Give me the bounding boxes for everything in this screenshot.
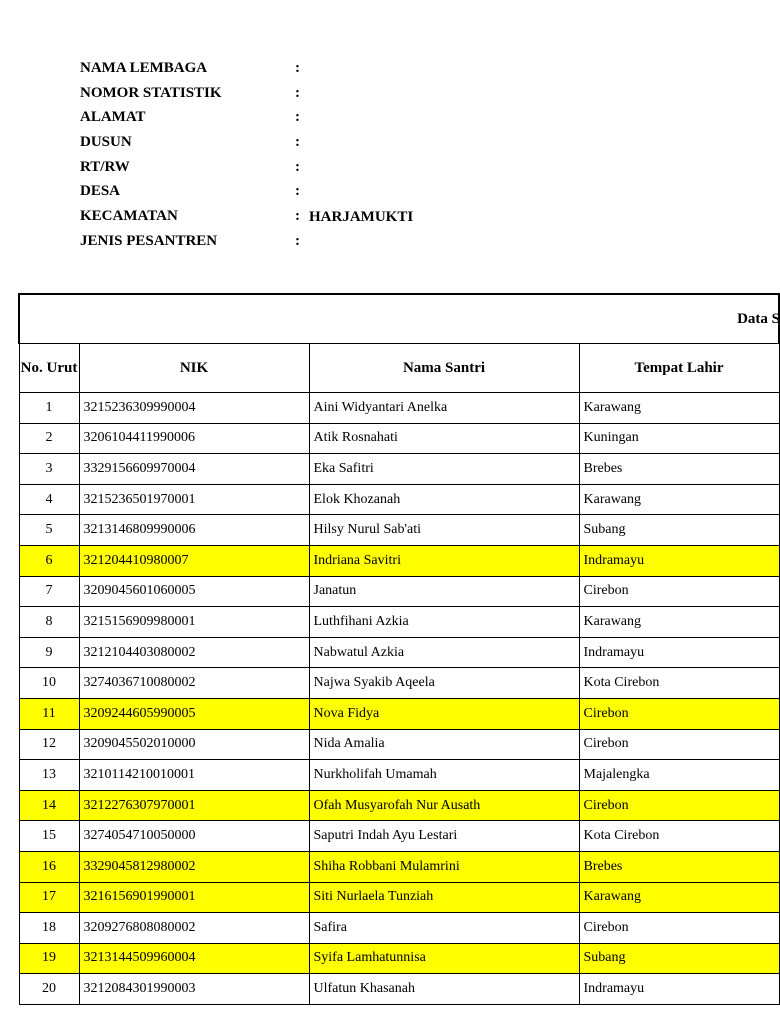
table-row	[19, 607, 779, 638]
cell-tempat-lahir: Kota Cirebon	[579, 668, 779, 699]
cell-no: 5	[19, 515, 79, 546]
info-colon: :	[295, 208, 300, 225]
table-row	[19, 484, 779, 515]
cell-no: 7	[19, 576, 79, 607]
table-row	[19, 882, 779, 913]
table-row	[19, 454, 779, 485]
cell-nik: 3329045812980002	[79, 851, 309, 882]
cell-nik: 3212104403080002	[79, 637, 309, 668]
info-colon: :	[295, 84, 300, 101]
cell-no: 19	[19, 943, 79, 974]
table-title-row	[19, 294, 779, 344]
header-nama-santri: Nama Santri	[309, 344, 579, 393]
cell-nama-santri: Nurkholifah Umamah	[309, 760, 579, 791]
cell-no: 15	[19, 821, 79, 852]
cell-tempat-lahir: Indramayu	[579, 545, 779, 576]
cell-tempat-lahir: Karawang	[579, 484, 779, 515]
cell-nama-santri: Safira	[309, 913, 579, 944]
cell-no: 3	[19, 454, 79, 485]
cell-nama-santri: Atik Rosnahati	[309, 423, 579, 454]
cell-nik: 3212084301990003	[79, 974, 309, 1005]
cell-no: 10	[19, 668, 79, 699]
cell-nama-santri: Ulfatun Khasanah	[309, 974, 579, 1005]
info-colon: :	[295, 109, 300, 126]
cell-nama-santri: Eka Safitri	[309, 454, 579, 485]
info-label: DUSUN	[80, 134, 132, 151]
info-label: NOMOR STATISTIK	[80, 84, 222, 101]
santri-table-container	[18, 293, 780, 1013]
cell-tempat-lahir: Indramayu	[579, 637, 779, 668]
table-row	[19, 515, 779, 546]
cell-nik: 3213144509960004	[79, 943, 309, 974]
cell-nik: 3209045502010000	[79, 729, 309, 760]
info-label: JENIS PESANTREN	[80, 232, 218, 249]
cell-tempat-lahir: Subang	[579, 515, 779, 546]
cell-tempat-lahir: Subang	[579, 943, 779, 974]
cell-tempat-lahir: Karawang	[579, 882, 779, 913]
cell-no: 8	[19, 607, 79, 638]
cell-nama-santri: Saputri Indah Ayu Lestari	[309, 821, 579, 852]
cell-tempat-lahir: Cirebon	[579, 913, 779, 944]
cell-nik: 3215236309990004	[79, 393, 309, 424]
cell-nik: 3209276808080002	[79, 913, 309, 944]
table-body	[19, 393, 779, 1005]
header-nik: NIK	[79, 344, 309, 393]
cell-no: 13	[19, 760, 79, 791]
info-colon: :	[295, 232, 300, 249]
table-title-cell	[19, 294, 779, 344]
table-row	[19, 729, 779, 760]
cell-no: 16	[19, 851, 79, 882]
info-value: HARJAMUKTI	[309, 209, 414, 226]
cell-no: 9	[19, 637, 79, 668]
cell-no: 6	[19, 545, 79, 576]
table-row	[19, 913, 779, 944]
info-label: KECAMATAN	[80, 208, 178, 225]
cell-nik: 3215236501970001	[79, 484, 309, 515]
info-label: ALAMAT	[80, 109, 146, 126]
table-row	[19, 851, 779, 882]
info-colon: :	[295, 183, 300, 200]
cell-tempat-lahir: Brebes	[579, 851, 779, 882]
cell-nik: 3209244605990005	[79, 698, 309, 729]
cell-nama-santri: Ofah Musyarofah Nur Ausath	[309, 790, 579, 821]
table-row	[19, 760, 779, 791]
cell-no: 1	[19, 393, 79, 424]
cell-tempat-lahir: Karawang	[579, 393, 779, 424]
cell-nama-santri: Nida Amalia	[309, 729, 579, 760]
table-row	[19, 423, 779, 454]
cell-nik: 3213146809990006	[79, 515, 309, 546]
cell-no: 18	[19, 913, 79, 944]
cell-nik: 3215156909980001	[79, 607, 309, 638]
table-row	[19, 821, 779, 852]
cell-nik: 3209045601060005	[79, 576, 309, 607]
cell-tempat-lahir: Cirebon	[579, 729, 779, 760]
info-label: RT/RW	[80, 158, 130, 175]
info-colon: :	[295, 158, 300, 175]
cell-no: 11	[19, 698, 79, 729]
cell-tempat-lahir: Cirebon	[579, 576, 779, 607]
cell-nama-santri: Hilsy Nurul Sab'ati	[309, 515, 579, 546]
header-no-urut: No. Urut	[19, 344, 79, 393]
cell-nik: 3274054710050000	[79, 821, 309, 852]
cell-tempat-lahir: Kota Cirebon	[579, 821, 779, 852]
cell-nik: 3210114210010001	[79, 760, 309, 791]
cell-nik: 3206104411990006	[79, 423, 309, 454]
cell-tempat-lahir: Brebes	[579, 454, 779, 485]
cell-nama-santri: Elok Khozanah	[309, 484, 579, 515]
cell-nik: 3216156901990001	[79, 882, 309, 913]
cell-tempat-lahir: Cirebon	[579, 698, 779, 729]
cell-tempat-lahir: Karawang	[579, 607, 779, 638]
cell-tempat-lahir: Cirebon	[579, 790, 779, 821]
cell-nama-santri: Syifa Lamhatunnisa	[309, 943, 579, 974]
cell-nik: 3329156609970004	[79, 454, 309, 485]
cell-nama-santri: Najwa Syakib Aqeela	[309, 668, 579, 699]
cell-tempat-lahir: Majalengka	[579, 760, 779, 791]
table-row	[19, 668, 779, 699]
santri-table	[18, 293, 780, 1005]
table-row	[19, 698, 779, 729]
cell-nama-santri: Siti Nurlaela Tunziah	[309, 882, 579, 913]
cell-no: 4	[19, 484, 79, 515]
cell-nama-santri: Indriana Savitri	[309, 545, 579, 576]
table-row	[19, 545, 779, 576]
cell-nama-santri: Nova Fidya	[309, 698, 579, 729]
cell-nik: 321204410980007	[79, 545, 309, 576]
table-title: Data S	[737, 310, 780, 327]
cell-no: 14	[19, 790, 79, 821]
table-row	[19, 974, 779, 1005]
cell-no: 20	[19, 974, 79, 1005]
table-row	[19, 790, 779, 821]
cell-nama-santri: Nabwatul Azkia	[309, 637, 579, 668]
table-row	[19, 393, 779, 424]
info-colon: :	[295, 60, 300, 76]
cell-no: 12	[19, 729, 79, 760]
cell-tempat-lahir: Indramayu	[579, 974, 779, 1005]
cell-no: 17	[19, 882, 79, 913]
cell-no: 2	[19, 423, 79, 454]
cell-nama-santri: Luthfihani Azkia	[309, 607, 579, 638]
cell-nama-santri: Janatun	[309, 576, 579, 607]
cell-nik: 3274036710080002	[79, 668, 309, 699]
info-colon: :	[295, 134, 300, 151]
table-header-row	[19, 344, 779, 393]
cell-nama-santri: Aini Widyantari Anelka	[309, 393, 579, 424]
cell-nama-santri: Shiha Robbani Mulamrini	[309, 851, 579, 882]
info-label: NAMA LEMBAGA	[80, 60, 208, 76]
cell-nik: 3212276307970001	[79, 790, 309, 821]
table-row	[19, 637, 779, 668]
table-row	[19, 943, 779, 974]
info-label: DESA	[80, 183, 121, 200]
cell-tempat-lahir: Kuningan	[579, 423, 779, 454]
header-tempat-lahir: Tempat Lahir	[579, 344, 779, 393]
table-row	[19, 576, 779, 607]
